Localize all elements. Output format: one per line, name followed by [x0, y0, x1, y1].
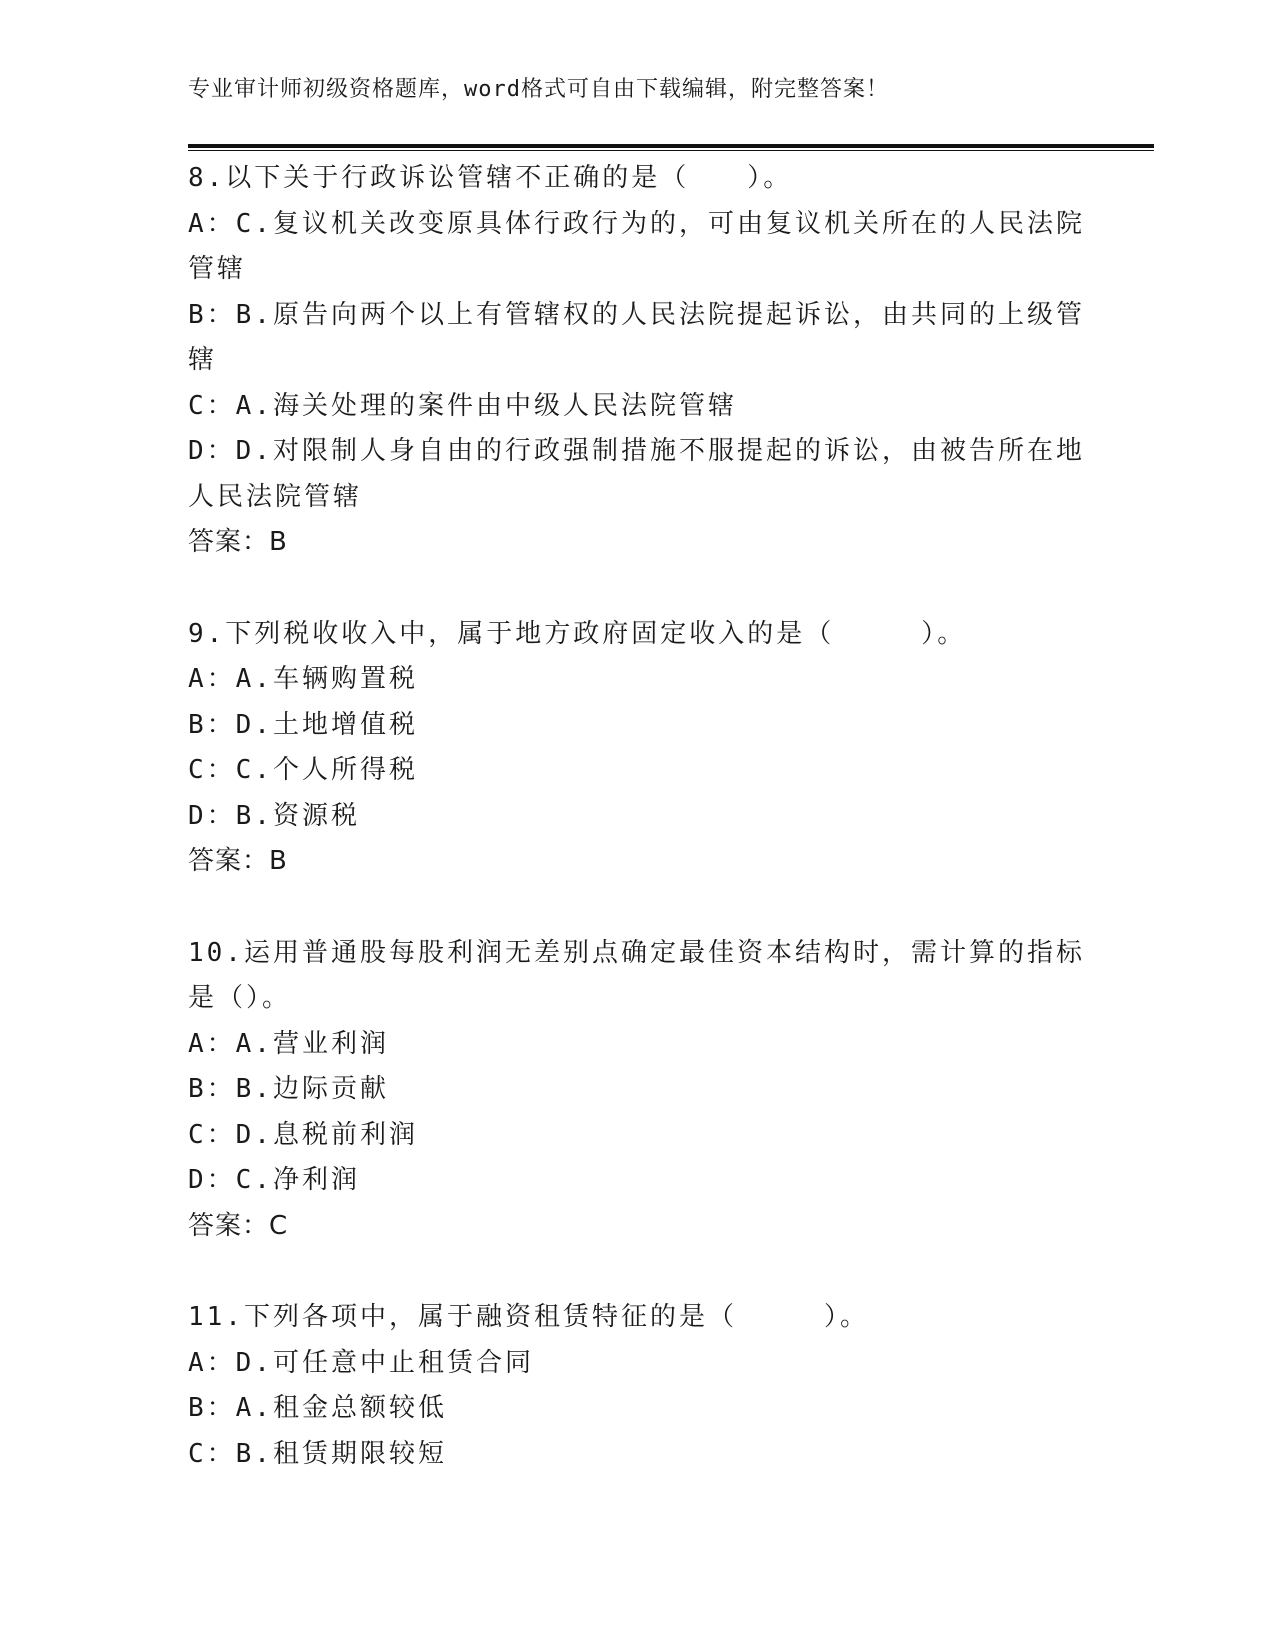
option-line: C：A.海关处理的案件由中级人民法院管辖 [188, 390, 737, 421]
option-line: C：B.租赁期限较短 [188, 1438, 447, 1469]
option-line: B：A.租金总额较低 [188, 1393, 447, 1423]
option-line: B：B.边际贡献 [188, 1074, 389, 1104]
question-block [188, 1295, 1088, 1477]
option-line: B：B.原告向两个以上有管辖权的人民法院提起诉讼，由共同的上级管 [188, 299, 1085, 330]
answer-line: 答案：B [188, 846, 288, 876]
question-stem: 9.下列税收收入中，属于地方政府固定收入的是（ ）。 [188, 618, 967, 649]
option-line: 辖 [188, 345, 218, 375]
answer-line: 答案：B [188, 527, 288, 557]
option-line: B：D.土地增值税 [188, 709, 418, 740]
option-line: D：D.对限制人身自由的行政强制措施不服提起的诉讼，由被告所在地 [188, 436, 1085, 466]
option-line: A：A.车辆购置税 [188, 664, 418, 694]
header-note: 专业审计师初级资格题库，word格式可自由下载编辑，附完整答案！ [188, 77, 889, 102]
option-line: 管辖 [188, 254, 247, 284]
header-rule-thin [188, 150, 1154, 151]
answer-line: 答案：C [188, 1210, 289, 1241]
question-block [188, 612, 1088, 885]
question-stem: 是（）。 [188, 983, 292, 1013]
option-line: C：C.个人所得税 [188, 755, 418, 785]
question-stem: 11.下列各项中，属于融资租赁特征的是（ ）。 [188, 1302, 869, 1332]
option-line: A：A.营业利润 [188, 1028, 389, 1059]
question-block [188, 156, 1088, 566]
header-rule-thick [188, 144, 1154, 148]
option-line: A：C.复议机关改变原具体行政行为的，可由复议机关所在的人民法院 [188, 208, 1085, 239]
option-line: 人民法院管辖 [188, 481, 363, 512]
option-line: D：C.净利润 [188, 1165, 360, 1195]
option-line: A：D.可任意中止租赁合同 [188, 1347, 534, 1378]
option-line: D：B.资源税 [188, 800, 360, 831]
question-block [188, 931, 1088, 1250]
question-stem: 10.运用普通股每股利润无差别点确定最佳资本结构时，需计算的指标 [188, 937, 1085, 968]
question-list [188, 156, 1088, 1523]
option-line: C：D.息税前利润 [188, 1119, 418, 1150]
question-stem: 8.以下关于行政诉讼管辖不正确的是（ ）。 [188, 163, 793, 193]
